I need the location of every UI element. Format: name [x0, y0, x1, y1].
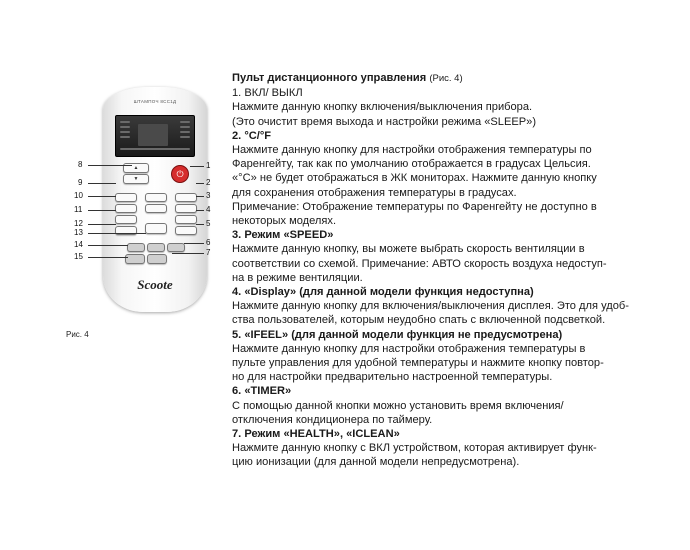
unit-button [145, 204, 167, 213]
power-button: ⏻ [171, 165, 189, 183]
remote-lcd-screen [115, 115, 195, 157]
paragraph-line: Фаренгейту, так как по умолчанию отображается в градусах Цельсия. [232, 158, 591, 171]
temp-down-button: ▼ [123, 174, 149, 184]
econ-button [125, 254, 145, 264]
remote-control-figure [60, 80, 225, 330]
callout-12: 12 [74, 219, 83, 228]
callout-2: 2 [206, 178, 211, 187]
item-heading: 1. ВКЛ/ ВЫКЛ [232, 87, 303, 100]
paragraph-line: Нажмите данную кнопку для настройки отображения температуры в [232, 342, 586, 355]
callout-15: 15 [74, 252, 83, 261]
callout-11: 11 [74, 205, 83, 214]
remote-body [103, 87, 207, 312]
health-button [127, 243, 145, 252]
paragraph-line: Нажмите данную кнопку, вы можете выбрать скорость вентиляции в [232, 243, 585, 256]
timer-button [145, 193, 167, 202]
remote-model-label: ШТАМПОЧ 8СС1Д [133, 99, 177, 104]
callout-5: 5 [206, 219, 211, 228]
item-heading: 7. Режим «HEALTH», «ICLEAN» [232, 428, 400, 441]
instructions-text [232, 71, 672, 470]
paragraph-line: Нажмите данную кнопку включения/выключения прибора. [232, 101, 533, 114]
section-title-fig-ref: (Рис. 4) [429, 73, 463, 84]
callout-6: 6 [206, 238, 211, 247]
super-button [147, 254, 167, 264]
paragraph-line: Нажмите данную кнопку с ВКЛ устройством, которая активирует функ- [232, 442, 597, 455]
paragraph-line: цию ионизации (для данной модели непредусмотрена). [232, 456, 520, 469]
callout-3: 3 [206, 191, 211, 200]
paragraph-line: Примечание: Отображение температуры по Фаренгейту не доступно в [232, 200, 597, 213]
paragraph-line: С помощью данной кнопки можно установить время включения/ [232, 399, 564, 412]
item-heading: 5. «IFEEL» (для данной модели функция не предусмотрена) [232, 328, 563, 341]
light-button [167, 243, 185, 252]
item-heading: 4. «Display» (для данной модели функция недоступна) [232, 286, 534, 299]
callout-9: 9 [78, 178, 83, 187]
paragraph-line: для сохранения отображения температуры в градусах. [232, 186, 517, 199]
swing-button [175, 204, 197, 213]
brand-logo: Scoote [137, 277, 173, 292]
item-heading: 6. «TIMER» [232, 385, 292, 398]
sleep-button [115, 215, 137, 224]
figure-caption: Рис. 4 [66, 330, 89, 339]
paragraph-line: ства пользователей, которым неудобно спать с включенной подсветкой. [232, 314, 606, 327]
mode-button [115, 193, 137, 202]
paragraph-line: Нажмите данную кнопку для включения/выключения дисплея. Это для удоб- [232, 300, 629, 313]
paragraph-line: отключения кондиционера по таймеру. [232, 413, 433, 426]
paragraph-line: некоторых моделях. [232, 215, 337, 228]
paragraph-line: «°C» не будет отображаться в ЖК мониторах. Нажмите данную кнопку [232, 172, 597, 185]
fan-button [115, 204, 137, 213]
paragraph-line: Нажмите данную кнопку для настройки отображения температуры по [232, 144, 592, 157]
iclean-button [147, 243, 165, 252]
paragraph-line: соответствии со схемой. Примечание: АВТО скорость воздуха недоступ- [232, 257, 607, 270]
paragraph-line: (Это очистит время выхода и настройки режима «SLEEP») [232, 115, 537, 128]
callout-8: 8 [78, 160, 83, 169]
item-heading: 3. Режим «SPEED» [232, 229, 334, 242]
callout-10: 10 [74, 191, 83, 200]
display-button [175, 215, 197, 224]
paragraph-line: на в режиме вентиляции. [232, 271, 363, 284]
paragraph-line: пульте управления для удобной температуры и нажмите кнопку повтор- [232, 357, 604, 370]
callout-4: 4 [206, 205, 211, 214]
callout-13: 13 [74, 228, 83, 237]
ifeel-button [145, 223, 167, 234]
callout-7: 7 [206, 248, 211, 257]
section-title-text: Пульт дистанционного управления [232, 72, 427, 84]
callout-14: 14 [74, 240, 83, 249]
speed-button [175, 193, 197, 202]
section-title [232, 71, 672, 86]
item-heading: 2. °C/°F [232, 129, 272, 142]
callout-1: 1 [206, 161, 211, 170]
temp-up-button: ▲ [123, 163, 149, 173]
clock-button [175, 226, 197, 235]
paragraph-line: но для настройки предварительно настроенной температуры. [232, 371, 553, 384]
